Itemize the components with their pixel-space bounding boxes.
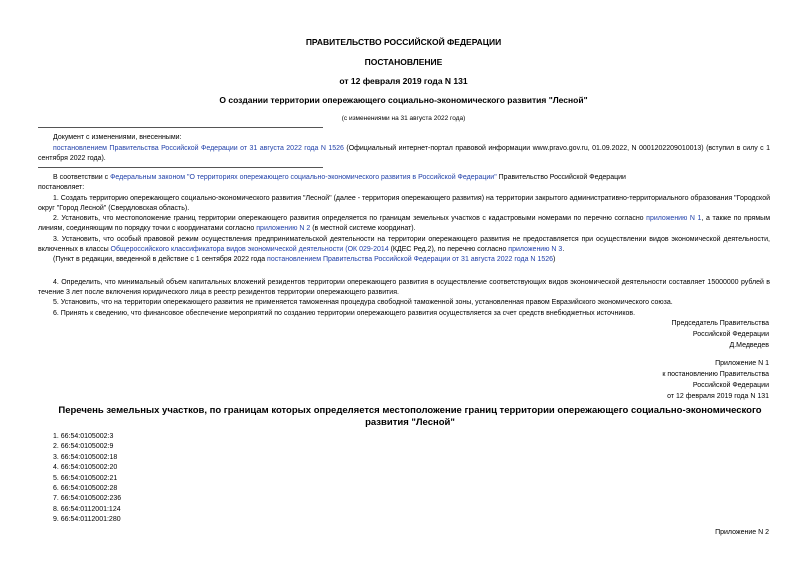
changes-note-rest: (Официальный интернет-портал правовой информации www.pravo.gov.ru, 01.09.2022, N 0001202209010013) (вступил в силу с 1 сентября 2022 года). [38,145,770,162]
appendix-1-to: к постановлению Правительства [662,371,769,378]
list-item: 9. 66:54:0112001:280 [53,516,121,524]
list-item: 1. 66:54:0105002:3 [53,433,114,440]
list-item: 4. 66:54:0105002:20 [53,464,118,472]
preamble-pre: В соответствии с [53,174,111,181]
decrees-word: постановляет: [38,184,85,191]
appendix-1-label: Приложение N 1 [715,360,769,367]
document-title: О создании территории опережающего социально-экономического развития "Лесной" [219,95,588,105]
signature-title: Председатель Правительства [671,320,769,327]
appendix-1-link[interactable]: приложению N 1 [646,215,702,222]
revision-note: (с изменениями на 31 августа 2022 года) [341,115,466,122]
government-heading: ПРАВИТЕЛЬСТВО РОССИЙСКОЙ ФЕДЕРАЦИИ [305,37,502,47]
clause-1: 1. Создать территорию опережающего социально-экономического развития "Лесной" (далее - территория опережающего развития) на территории закрытого административно-территориального образования "Городской округ "Город Лесной" (Свердловская область). [38,195,770,212]
changes-intro: Документ с изменениями, внесенными: [53,134,182,141]
document-date-number: от 12 февраля 2019 года N 131 [339,76,468,86]
federal-law-link[interactable]: Федеральным законом "О территориях опережающего социально-экономического развития в Российской Федерации" [110,174,497,181]
clause-3-note-a: (Пункт в редакции, введенной в действие с 1 сентября 2022 года [53,256,268,263]
appendix-1-country: Российской Федерации [692,382,769,389]
signature-country: Российской Федерации [692,331,769,338]
clause-3-text-c: (КДЕС Ред.2), по перечню согласно [388,246,509,253]
preamble-post: Правительство Российской Федерации [496,174,626,181]
appendix-1-header [469,359,769,402]
preamble [53,173,770,183]
ok-029-link[interactable]: (ОК 029-2014 [345,246,389,253]
clause-3-revision-note [53,255,770,265]
okved-link[interactable]: Общероссийского классификатора видов экономической деятельности [110,246,344,253]
changes-note [38,144,770,164]
appendix-2-link[interactable]: приложению N 2 [256,225,311,232]
clause-3-text-a: 3. Установить, что особый правовой режим осуществления предпринимательской деятельности на территории опережающего развития не предоставляется при осуществлении видов экономической деятельности, включенных в классы [38,236,770,253]
divider [38,127,323,128]
appendix-3-link[interactable]: приложению N 3 [508,246,563,253]
clause-4: 4. Определить, что минимальный объем капитальных вложений резидентов территории опережающего развития в осуществление соответствующих видов экономической деятельности составляет 15000000 рублей в течение 3 лет после включения юридического лица в реестр резидентов территории опережающего развития. [38,279,770,296]
clause-3 [38,235,770,255]
list-item: 6. 66:54:0105002:28 [53,484,118,492]
amendment-link[interactable]: постановлением Правительства Российской Федерации от 31 августа 2022 года N 1526 [53,145,344,152]
appendix-2-label: Приложение N 2 [715,529,769,536]
list-item: 5. 66:54:0105002:21 [53,474,118,482]
appendix-1-title: Перечень земельных участков, по границам которых определяется местоположение границ территории опережающего социально-экономического развития "Лесной" [58,405,762,428]
clause-3-text-d: . [562,246,565,253]
signature-name: Д.Медведев [729,342,769,349]
clause-5: 5. Установить, что на территории опережающего развития не применяется таможенная процедура свободной таможенной зоны, установленная правом Евразийского экономического союза. [53,299,673,306]
parcel-list [53,432,121,526]
clause-2-text-c: (в местной системе координат). [310,225,416,232]
list-item: 3. 66:54:0105002:18 [53,453,118,461]
clause-2-text-a: 2. Установить, что местоположение границ территории опережающего развития определяется по границам земельных участков с кадастровыми номерами по перечню согласно [53,215,647,222]
list-item: 8. 66:54:0112001:124 [53,505,121,513]
clause-2-text-b: , а также по прямым линиям, соединяющим по порядку точки с координатами согласно [38,215,771,232]
appendix-1-date: от 12 февраля 2019 года N 131 [667,393,769,400]
document-type: ПОСТАНОВЛЕНИЕ [364,57,443,67]
clause-2 [38,214,770,234]
divider [38,167,323,168]
clause-6: 6. Принять к сведению, что финансовое обеспечение мероприятий по созданию территории опережающего развития осуществляется за счет средств внебюджетных источников. [53,310,636,317]
signature-block [469,319,769,351]
clause-3-note-b: ) [553,256,556,263]
list-item: 7. 66:54:0105002:236 [53,495,122,503]
list-item: 2. 66:54:0105002:9 [53,443,114,451]
amendment-link-2[interactable]: постановлением Правительства Российской Федерации от 31 августа 2022 года N 1526 [267,256,553,263]
